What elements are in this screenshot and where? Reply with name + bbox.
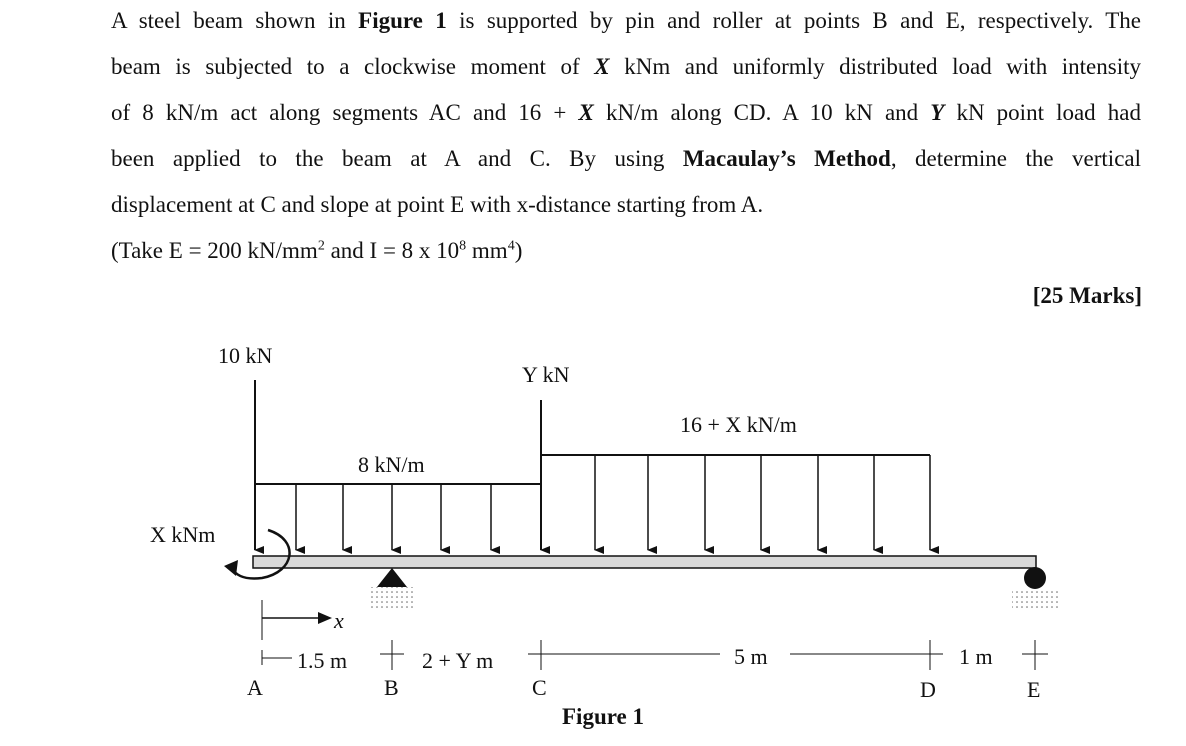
- pin-support-b: [370, 568, 414, 611]
- point-e-label: E: [1027, 677, 1041, 702]
- text-run: beam is subjected to a clockwise moment of: [111, 54, 595, 79]
- udl-cd: [541, 455, 930, 550]
- beam: [253, 556, 1036, 568]
- moment-label: X kNm: [150, 522, 216, 547]
- dim-ab-label: 1.5 m: [297, 648, 348, 673]
- variable-x: X: [594, 54, 610, 79]
- text-run: kN point load had: [944, 100, 1141, 125]
- udl-cd-label: 16 + X kN/m: [680, 412, 797, 437]
- variable-x: X: [578, 100, 594, 125]
- method-name: Macaulay’s Method: [682, 146, 891, 171]
- text-run: mm: [466, 238, 508, 263]
- udl-ac-label: 8 kN/m: [358, 452, 425, 477]
- figure-caption: Figure 1: [562, 704, 644, 729]
- roller-support-e: [1012, 567, 1060, 611]
- superscript: 8: [459, 238, 467, 254]
- point-b-label: B: [384, 675, 399, 700]
- text-run: kNm and uniformly distributed load with intensity: [609, 54, 1141, 79]
- moment-arrow: [224, 530, 290, 579]
- x-axis-arrow: [262, 600, 332, 640]
- text-run: been applied to the beam at A and C. By using: [111, 146, 683, 171]
- text-run: displacement at C and slope at point E with x-distance starting from A.: [111, 192, 764, 217]
- text-run: is supported by pin and roller at points B and E, respectively. The: [446, 8, 1141, 33]
- point-c-label: C: [532, 675, 547, 700]
- point-a-label: A: [247, 675, 263, 700]
- point-d-label: D: [920, 677, 936, 702]
- superscript: 4: [507, 238, 515, 254]
- text-run: of 8 kN/m act along segments AC and 16 +: [111, 100, 579, 125]
- text-run: ): [514, 238, 523, 263]
- text-run: , determine the vertical: [890, 146, 1142, 171]
- text-run: (Take E = 200 kN/mm: [111, 238, 318, 263]
- marks-label: [25 Marks]: [1032, 283, 1142, 308]
- text-run: A steel beam shown in: [111, 8, 359, 33]
- text-run: and I = 8 x 10: [324, 238, 460, 263]
- dim-bc-label: 2 + Y m: [422, 648, 494, 673]
- variable-y: Y: [930, 100, 945, 125]
- text-run: kN/m along CD. A 10 kN and: [593, 100, 931, 125]
- x-axis-label: x: [334, 608, 344, 633]
- point-load-c-label: Y kN: [522, 362, 570, 387]
- point-load-a-label: 10 kN: [218, 343, 273, 368]
- dim-de-label: 1 m: [959, 644, 993, 669]
- dimension-line: [262, 640, 1048, 670]
- udl-ac: [255, 484, 541, 550]
- dim-cd-label: 5 m: [734, 644, 768, 669]
- superscript: 2: [317, 238, 325, 254]
- figure-ref: Figure 1: [358, 8, 447, 33]
